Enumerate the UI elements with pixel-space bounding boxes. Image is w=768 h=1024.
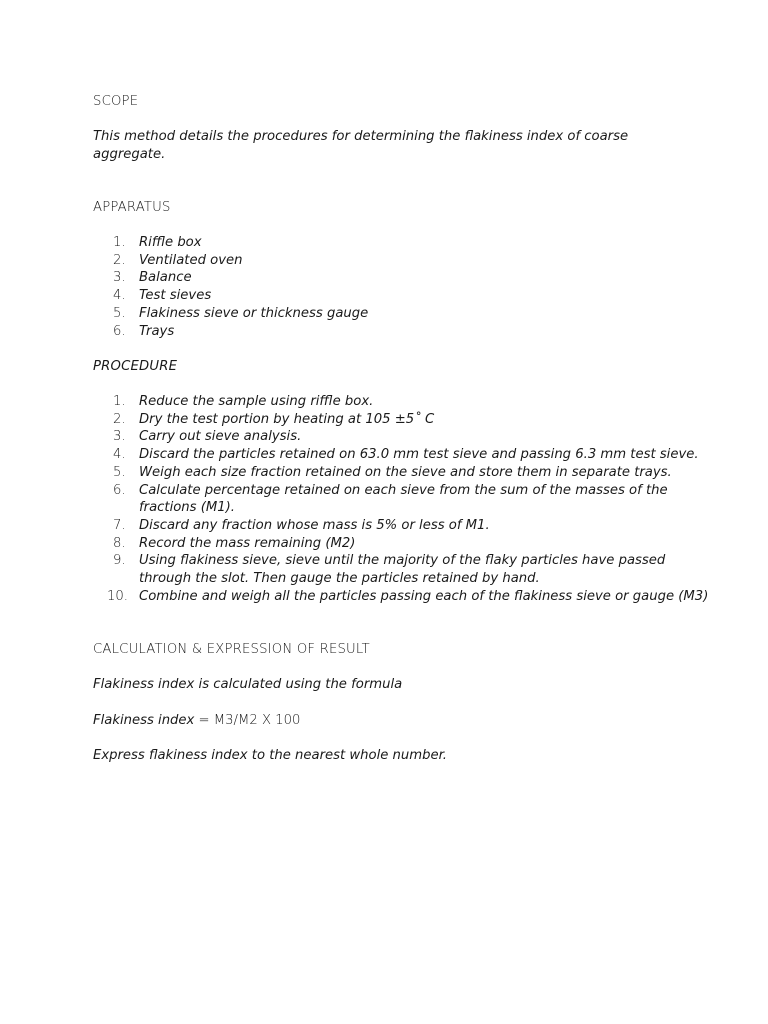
list-number: 8.: [113, 535, 126, 551]
list-number: 6.: [113, 323, 126, 339]
list-item: [93, 588, 718, 606]
list-item-text: Reduce the sample using riffle box.: [139, 394, 374, 409]
procedure-heading: PROCEDURE: [93, 359, 178, 374]
formula-label: Flakiness index: [93, 713, 195, 728]
list-number: 3.: [113, 270, 126, 286]
list-number: 3.: [113, 429, 126, 445]
list-item: [93, 464, 718, 482]
calculation-heading: CALCULATION & EXPRESSION OF RESULT: [93, 642, 370, 657]
formula-line: [93, 712, 718, 730]
list-number: 5.: [113, 305, 126, 321]
list-item-text: Discard any fraction whose mass is 5% or less of M1.: [139, 517, 490, 533]
list-item-text: Trays: [139, 323, 175, 339]
scope-heading: SCOPE: [93, 94, 139, 109]
list-item: [93, 552, 718, 587]
apparatus-list: [93, 234, 718, 340]
list-item-text: Test sieves: [139, 288, 212, 304]
list-item: [93, 517, 718, 535]
list-item-text: Ventilated oven: [139, 252, 243, 268]
list-item-text: Combine and weigh all the particles passing each of the flakiness sieve or gauge (M3): [139, 588, 709, 604]
list-item: [93, 411, 718, 429]
list-item: [93, 252, 718, 270]
list-number: 10.: [107, 588, 128, 604]
list-item-text: Calculate percentage retained on each sieve from the sum of the masses of the fractions (M1).: [139, 482, 668, 516]
scope-text: This method details the procedures for determining the flakiness index of coarse aggregate.: [93, 129, 629, 162]
formula-value: = M3/M2 X 100: [194, 713, 301, 728]
list-item: [93, 305, 718, 323]
list-number: 7.: [113, 517, 126, 533]
list-number: 2.: [113, 411, 126, 427]
list-item-text: Record the mass remaining (M2): [139, 535, 356, 551]
procedure-list: [93, 393, 718, 605]
list-item: [93, 482, 718, 517]
calculation-rounding-note: Express flakiness index to the nearest whole number.: [93, 748, 448, 763]
list-item-text: Riffle box: [139, 235, 202, 250]
list-number: 6.: [113, 482, 126, 498]
apparatus-heading: APPARATUS: [93, 200, 171, 215]
list-item-text: Weigh each size fraction retained on the sieve and store them in separate trays.: [139, 464, 672, 480]
list-number: 4.: [113, 288, 126, 304]
list-number: 2.: [113, 252, 126, 268]
list-item-text: Using flakiness sieve, sieve until the majority of the flaky particles have passed through the slot. Then gauge the particles retained by hand.: [139, 553, 666, 587]
list-number: 5.: [113, 464, 126, 480]
list-number: 1.: [113, 394, 126, 409]
list-item-text: Flakiness sieve or thickness gauge: [139, 305, 369, 321]
list-item-text: Discard the particles retained on 63.0 mm test sieve and passing 6.3 mm test sieve.: [139, 447, 699, 463]
list-item: [93, 269, 718, 287]
calculation-intro: Flakiness index is calculated using the formula: [93, 677, 403, 692]
list-item: [93, 393, 718, 411]
list-number: 4.: [113, 447, 126, 463]
list-item: [93, 234, 718, 252]
list-item: [93, 428, 718, 446]
list-item: [93, 323, 718, 341]
list-item-text: Balance: [139, 270, 192, 286]
list-item: [93, 287, 718, 305]
list-number: 1.: [113, 235, 126, 250]
list-item: [93, 446, 718, 464]
list-item-text: Dry the test portion by heating at 105 ±5˚ C: [139, 411, 435, 427]
list-number: 9.: [113, 553, 126, 569]
list-item-text: Carry out sieve analysis.: [139, 429, 302, 445]
list-item: [93, 535, 718, 553]
